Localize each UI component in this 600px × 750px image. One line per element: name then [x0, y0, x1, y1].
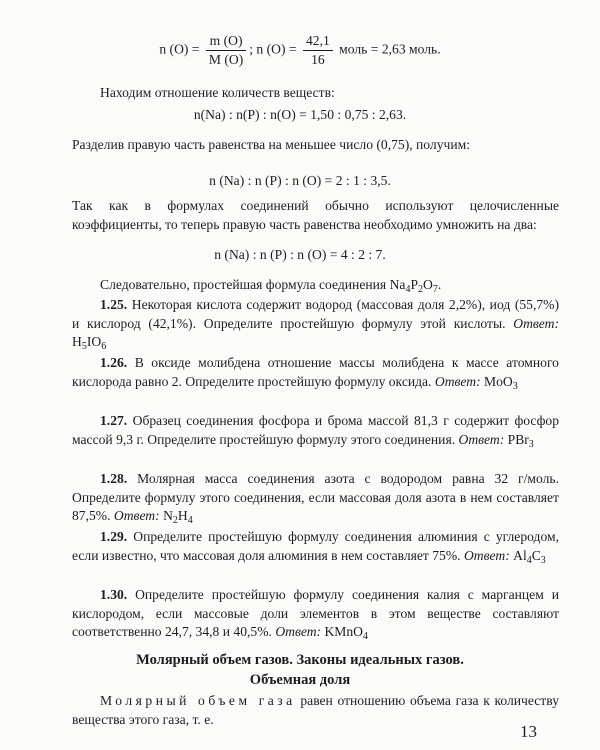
section-heading-line-1: Молярный объем газов. Законы идеальных газов.: [136, 652, 464, 668]
problem-1-30: [72, 586, 559, 642]
problem-text: Определите простейшую формулу соединения калия с марганцем и кислородом, если массовые доли элементов в этом веществе составляют соответственно 24,7, 34,8 и 40,5%.: [72, 587, 559, 640]
problem-number: 1.28.: [100, 471, 128, 486]
problem-1-27: [72, 412, 559, 449]
ratio-equation-3: n (Na) : n (P) : n (O) = 4 : 2 : 7.: [214, 247, 386, 262]
problem-1-28: [72, 470, 559, 526]
page-number: 13: [520, 722, 537, 741]
answer-formula: MoO$_3$: [484, 373, 518, 392]
molar-amount-formula: [40, 32, 560, 69]
ratio-equation-2: n (Na) : n (P) : n (O) = 2 : 1 : 3,5.: [209, 173, 391, 188]
problem-1-25: [72, 296, 559, 352]
answer-label: Ответ:: [463, 547, 510, 563]
fraction-numerator: 42,1: [303, 32, 333, 51]
ratio-equation-1: n(Na) : n(P) : n(O) = 1,50 : 0,75 : 2,63.: [193, 107, 407, 122]
problem-number: 1.25.: [100, 297, 128, 312]
fraction-numerator: m (O): [206, 32, 246, 51]
fraction-denominator: M (O): [208, 52, 244, 67]
problem-1-26: [72, 354, 559, 391]
formula-separator: ; n (O) =: [249, 41, 297, 57]
problem-text: Определите простейшую формулу соединения алюминия с углеродом, если известно, что массовая доля алюминия в нем составляет 75%.: [72, 529, 559, 563]
conclusion-text: Следовательно, простейшая формула соединения: [100, 277, 387, 292]
problem-1-29: [72, 528, 559, 565]
integer-coefficients-paragraph: Так как в формулах соединений обычно используют целочисленные коэффициенты, то теперь правую часть равенства необходимо умножить на два:: [72, 198, 559, 232]
answer-label: Ответ:: [513, 315, 559, 331]
problem-text: Образец соединения фосфора и брома массой 81,3 г содержит фосфор массой 9,3 г. Определите простейшую формулу этого соединения.: [72, 413, 559, 447]
formula-lhs: n (O) =: [159, 41, 200, 57]
fraction-denominator: 16: [311, 52, 325, 67]
fraction-value: [303, 32, 333, 69]
definition-term: Молярный объем газа: [100, 693, 296, 708]
answer-formula: $Al_4C_3$: [513, 547, 546, 566]
formula-result: моль = 2,63 моль.: [339, 41, 441, 57]
answer-label: Ответ:: [434, 373, 481, 389]
problem-number: 1.26.: [100, 355, 128, 370]
problem-number: 1.29.: [100, 529, 128, 544]
answer-formula: PBr$_3$: [507, 431, 534, 450]
section-heading-line-2: Объемная доля: [249, 672, 351, 688]
find-ratio-line: Находим отношение количеств веществ:: [100, 85, 335, 100]
answer-label: Ответ:: [113, 508, 160, 524]
answer-formula: KMnO$_4$: [324, 624, 368, 643]
answer-formula: $H_5IO_6$: [72, 334, 107, 353]
answer-label: Ответ:: [275, 624, 322, 640]
answer-formula: $N_2H_4$: [163, 508, 193, 527]
conclusion-formula: $Na_4P_2O_7$.: [389, 277, 442, 295]
fraction-m-over-M: [206, 32, 246, 69]
problem-number: 1.30.: [100, 587, 128, 602]
definition-text: равен отношению объема газа к количеству вещества этого газа, т. е.: [72, 693, 559, 727]
answer-label: Ответ:: [458, 431, 505, 447]
conclusion-line: [72, 276, 559, 295]
problem-number: 1.27.: [100, 413, 128, 428]
problem-text: Некоторая кислота содержит водород (массовая доля 2,2%), иод (55,7%) и кислород (42,1%). Определите простейшую формулу этой кислоты.: [72, 297, 559, 331]
problem-text: Молярная масса соединения азота с водородом равна 32 г/моль. Определите формулу этого соединения, если массовая доля азота в нем составляет 87,5%.: [72, 471, 559, 524]
problem-text: В оксиде молибдена отношение массы молибдена к массе атомного кислорода равно 2. Определите простейшую формулу оксида.: [72, 355, 559, 389]
divide-paragraph: Разделив правую часть равенства на меньшее число (0,75), получим:: [72, 137, 470, 152]
